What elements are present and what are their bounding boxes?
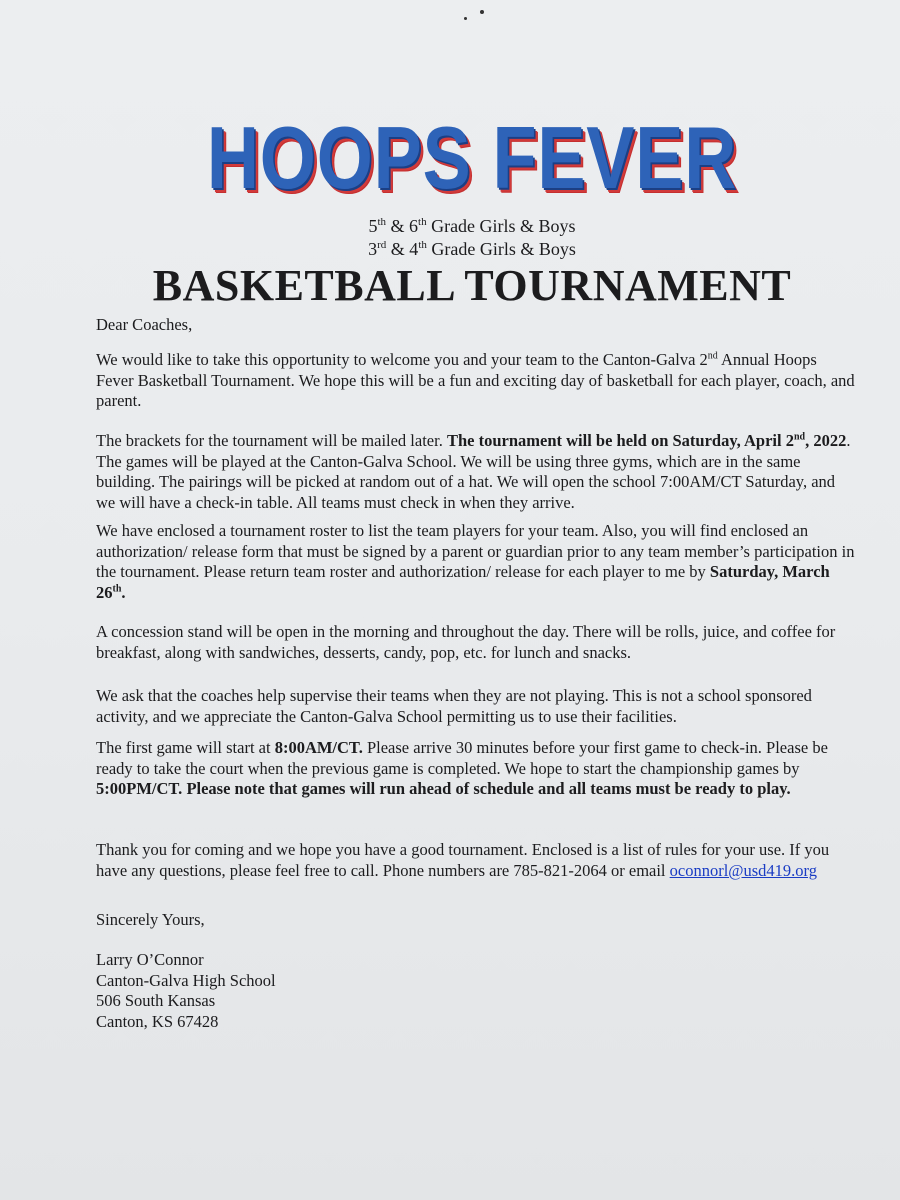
paragraph-contact: Thank you for coming and we hope you have a good tournament. Enclosed is a list of rules for your use. If you have any questions, please feel free to call. Phone numbers are 785-821-2064 or email oconnorl@usd419.org bbox=[96, 840, 830, 880]
punch-dot bbox=[464, 17, 467, 20]
signer-name: Larry O’Connor bbox=[96, 950, 204, 969]
closing: Sincerely Yours, bbox=[96, 910, 205, 929]
salutation: Dear Coaches, bbox=[96, 315, 193, 334]
paragraph-supervision: We ask that the coaches help supervise their teams when they are not playing. This is not a school sponsored activity, and we appreciate the Canton-Galva School permitting us to use their facilities. bbox=[96, 686, 812, 726]
signer-school: Canton-Galva High School bbox=[96, 970, 276, 990]
punch-dot bbox=[480, 10, 484, 14]
paragraph-tournament-date: The brackets for the tournament will be mailed later. The tournament will be held on Saturday, April 2nd, 2022. The games will be played at the Canton-Galva School. We will be using three gyms, which are in the same building. The pairings will be picked at random out of a hat. We will open the school 7:00AM/CT Saturday, and we will have a check-in table. All teams must check in when they arrive. bbox=[96, 431, 851, 512]
hoops-fever-logo: HOOPS FEVER bbox=[206, 108, 738, 207]
grades-line-upper: 5th & 6th Grade Girls & Boys bbox=[368, 216, 576, 236]
email-link[interactable]: oconnorl@usd419.org bbox=[669, 860, 817, 880]
signature-block bbox=[96, 950, 856, 1032]
paragraph-schedule: The first game will start at 8:00AM/CT. Please arrive 30 minutes before your first game to check-in. Please be ready to take the court when the previous game is completed. We hope to start the championship games by 5:00PM/CT. Please note that games will run ahead of schedule and all teams must be ready to play. bbox=[96, 738, 828, 798]
paragraph-concession: A concession stand will be open in the morning and throughout the day. There will be rolls, juice, and coffee for breakfast, along with sandwiches, desserts, candy, pop, etc. for lunch and snacks. bbox=[96, 622, 836, 662]
paragraph-welcome: We would like to take this opportunity to welcome you and your team to the Canton-Galva 2nd Annual Hoops Fever Basketball Tournament. We hope this will be a fun and exciting day of basketball for each player, coach, and parent. bbox=[96, 350, 855, 410]
paragraph-roster: We have enclosed a tournament roster to list the team players for your team. Also, you will find enclosed an authorization/ release form that must be signed by a parent or guardian prior to any team member’s participation in the tournament. Please return team roster and authorization/ release for each player to me by Saturday, March 26th. bbox=[96, 521, 855, 602]
grades-line-lower: 3rd & 4th Grade Girls & Boys bbox=[368, 239, 576, 259]
signer-city: Canton, KS 67428 bbox=[96, 1011, 219, 1031]
signer-street: 506 South Kansas bbox=[96, 991, 216, 1010]
tournament-title: BASKETBALL TOURNAMENT bbox=[152, 261, 792, 310]
